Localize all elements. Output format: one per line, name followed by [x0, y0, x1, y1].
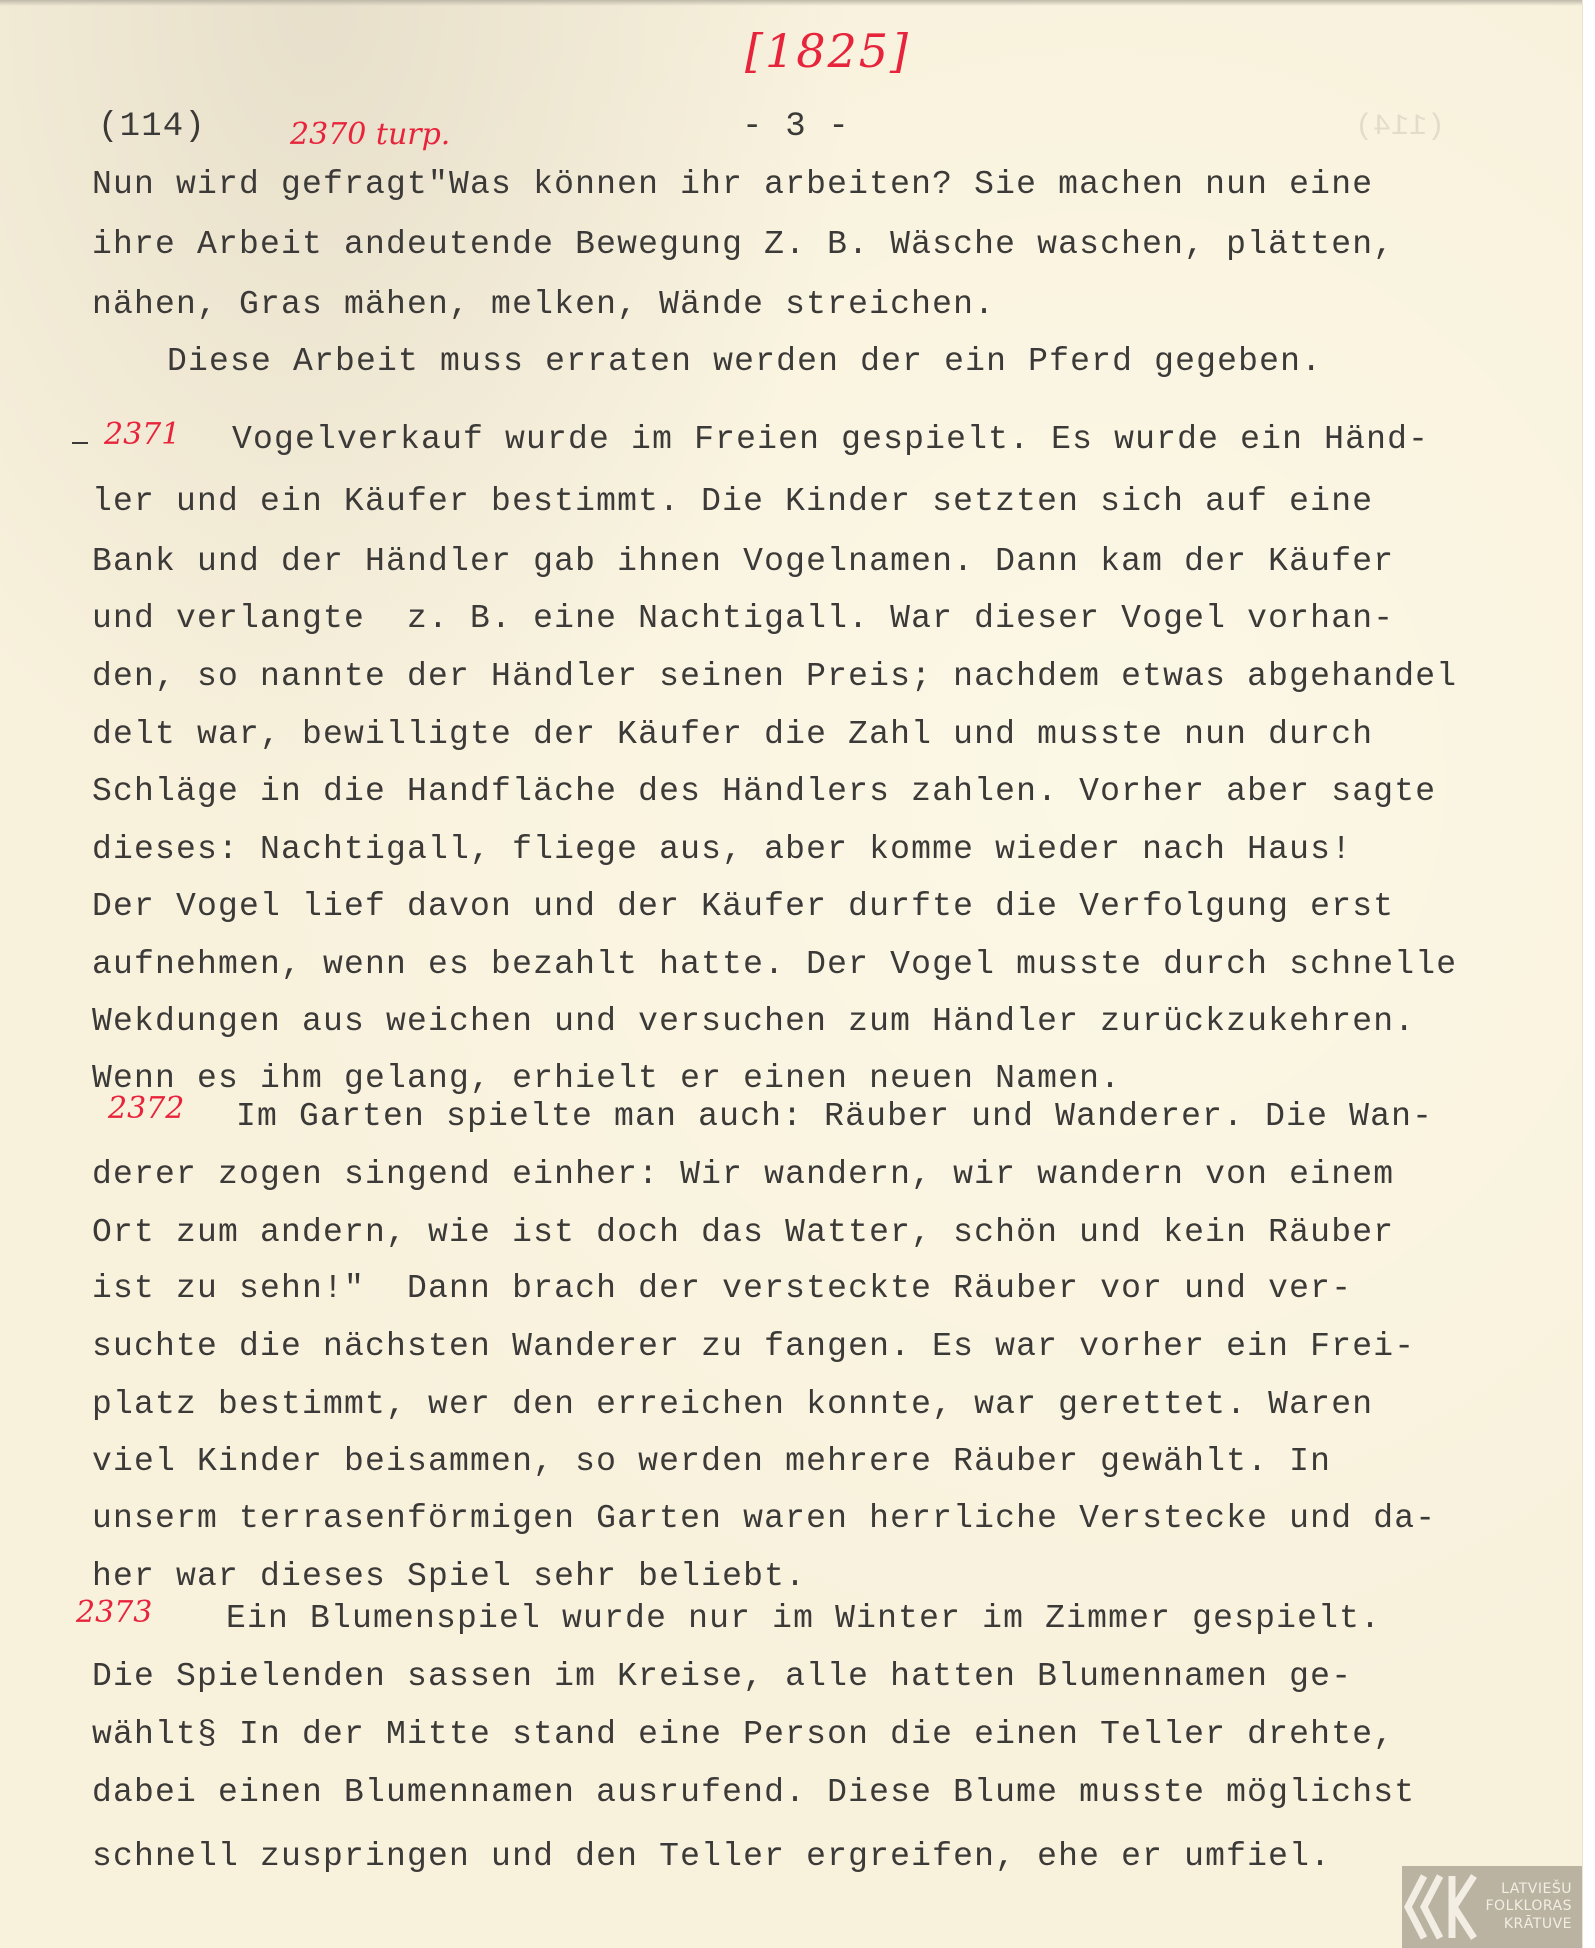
text-line: Nun wird gefragt"Was können ihr arbeiten? Sie machen nun eine [92, 166, 1374, 203]
text-line: unserm terrasenförmigen Garten waren herrliche Verstecke und da- [92, 1500, 1437, 1537]
entry-number-annotation: 2371 [104, 417, 181, 452]
watermark-line: FOLKLORAS [1485, 1898, 1572, 1915]
page-number: - 3 - [742, 108, 851, 146]
text-line: Die Spielenden sassen im Kreise, alle hatten Blumennamen ge- [92, 1658, 1353, 1695]
bleed-through-page-label: (114) [1355, 110, 1446, 144]
text-line: schnell zuspringen und den Teller ergreifen, ehe er umfiel. [92, 1838, 1332, 1875]
text-line: Wekdungen aus weichen und versuchen zum Händler zurückzukehren. [92, 1003, 1416, 1040]
paper-top-edge [0, 0, 1582, 6]
text-line: den, so nannte der Händler seinen Preis; nachdem etwas abgehandel [92, 658, 1458, 695]
watermark-text [1480, 1881, 1582, 1934]
entry-number-annotation: 2373 [76, 1595, 153, 1630]
page-label: (114) [98, 108, 207, 146]
archive-watermark [1402, 1866, 1582, 1948]
collection-annotation: 2370 turp. [290, 117, 451, 152]
text-line: viel Kinder beisammen, so werden mehrere Räuber gewählt. In [92, 1443, 1332, 1480]
text-line: und verlangte z. B. eine Nachtigall. War dieser Vogel vorhan- [92, 600, 1395, 637]
text-line: aufnehmen, wenn es bezahlt hatte. Der Vogel musste durch schnelle [92, 946, 1458, 983]
text-line: Ein Blumenspiel wurde nur im Winter im Zimmer gespielt. [226, 1600, 1382, 1637]
text-line: ist zu sehn!" Dann brach der versteckte Räuber vor und ver- [92, 1270, 1353, 1307]
text-line: Schläge in die Handfläche des Händlers zahlen. Vorher aber sagte [92, 773, 1437, 810]
text-line: derer zogen singend einher: Wir wandern, wir wandern von einem [92, 1156, 1395, 1193]
text-line: dieses: Nachtigall, fliege aus, aber komme wieder nach Haus! [92, 831, 1353, 868]
text-line: delt war, bewilligte der Käufer die Zahl und musste nun durch [92, 716, 1374, 753]
text-line: Im Garten spielte man auch: Räuber und Wanderer. Die Wan- [236, 1098, 1434, 1135]
text-line: Diese Arbeit muss erraten werden der ein Pferd gegeben. [62, 343, 1323, 380]
text-line: Vogelverkauf wurde im Freien gespielt. Es wurde ein Händ- [232, 421, 1430, 458]
text-line: ler und ein Käufer bestimmt. Die Kinder setzten sich auf eine [92, 483, 1374, 520]
text-line: ihre Arbeit andeutende Bewegung Z. B. Wäsche waschen, plätten, [92, 226, 1395, 263]
text-line: Wenn es ihm gelang, erhielt er einen neuen Namen. [92, 1060, 1122, 1097]
entry-number-annotation: 2372 [108, 1091, 185, 1126]
text-line: nähen, Gras mähen, melken, Wände streichen. [92, 286, 996, 323]
text-line: her war dieses Spiel sehr beliebt. [92, 1558, 807, 1595]
chevrons-k-icon [1402, 1866, 1480, 1948]
watermark-line: LATVIEŠU [1501, 1880, 1572, 1897]
text-line: wählt§ In der Mitte stand eine Person die einen Teller drehte, [92, 1716, 1395, 1753]
margin-dash [72, 442, 88, 444]
text-line: dabei einen Blumennamen ausrufend. Diese Blume musste möglichst [92, 1774, 1416, 1811]
text-line: platz bestimmt, wer den erreichen konnte, war gerettet. Waren [92, 1386, 1374, 1423]
text-line: suchte die nächsten Wanderer zu fangen. Es war vorher ein Frei- [92, 1328, 1416, 1365]
archive-number-annotation: [1825] [745, 24, 910, 78]
text-line: Ort zum andern, wie ist doch das Watter, schön und kein Räuber [92, 1214, 1395, 1251]
text-line: Der Vogel lief davon und der Käufer durfte die Verfolgung erst [92, 888, 1395, 925]
lfk-logo-icon [1402, 1866, 1480, 1948]
watermark-line: KRĀTUVE [1503, 1915, 1572, 1932]
text-line: Bank und der Händler gab ihnen Vogelnamen. Dann kam der Käufer [92, 543, 1395, 580]
